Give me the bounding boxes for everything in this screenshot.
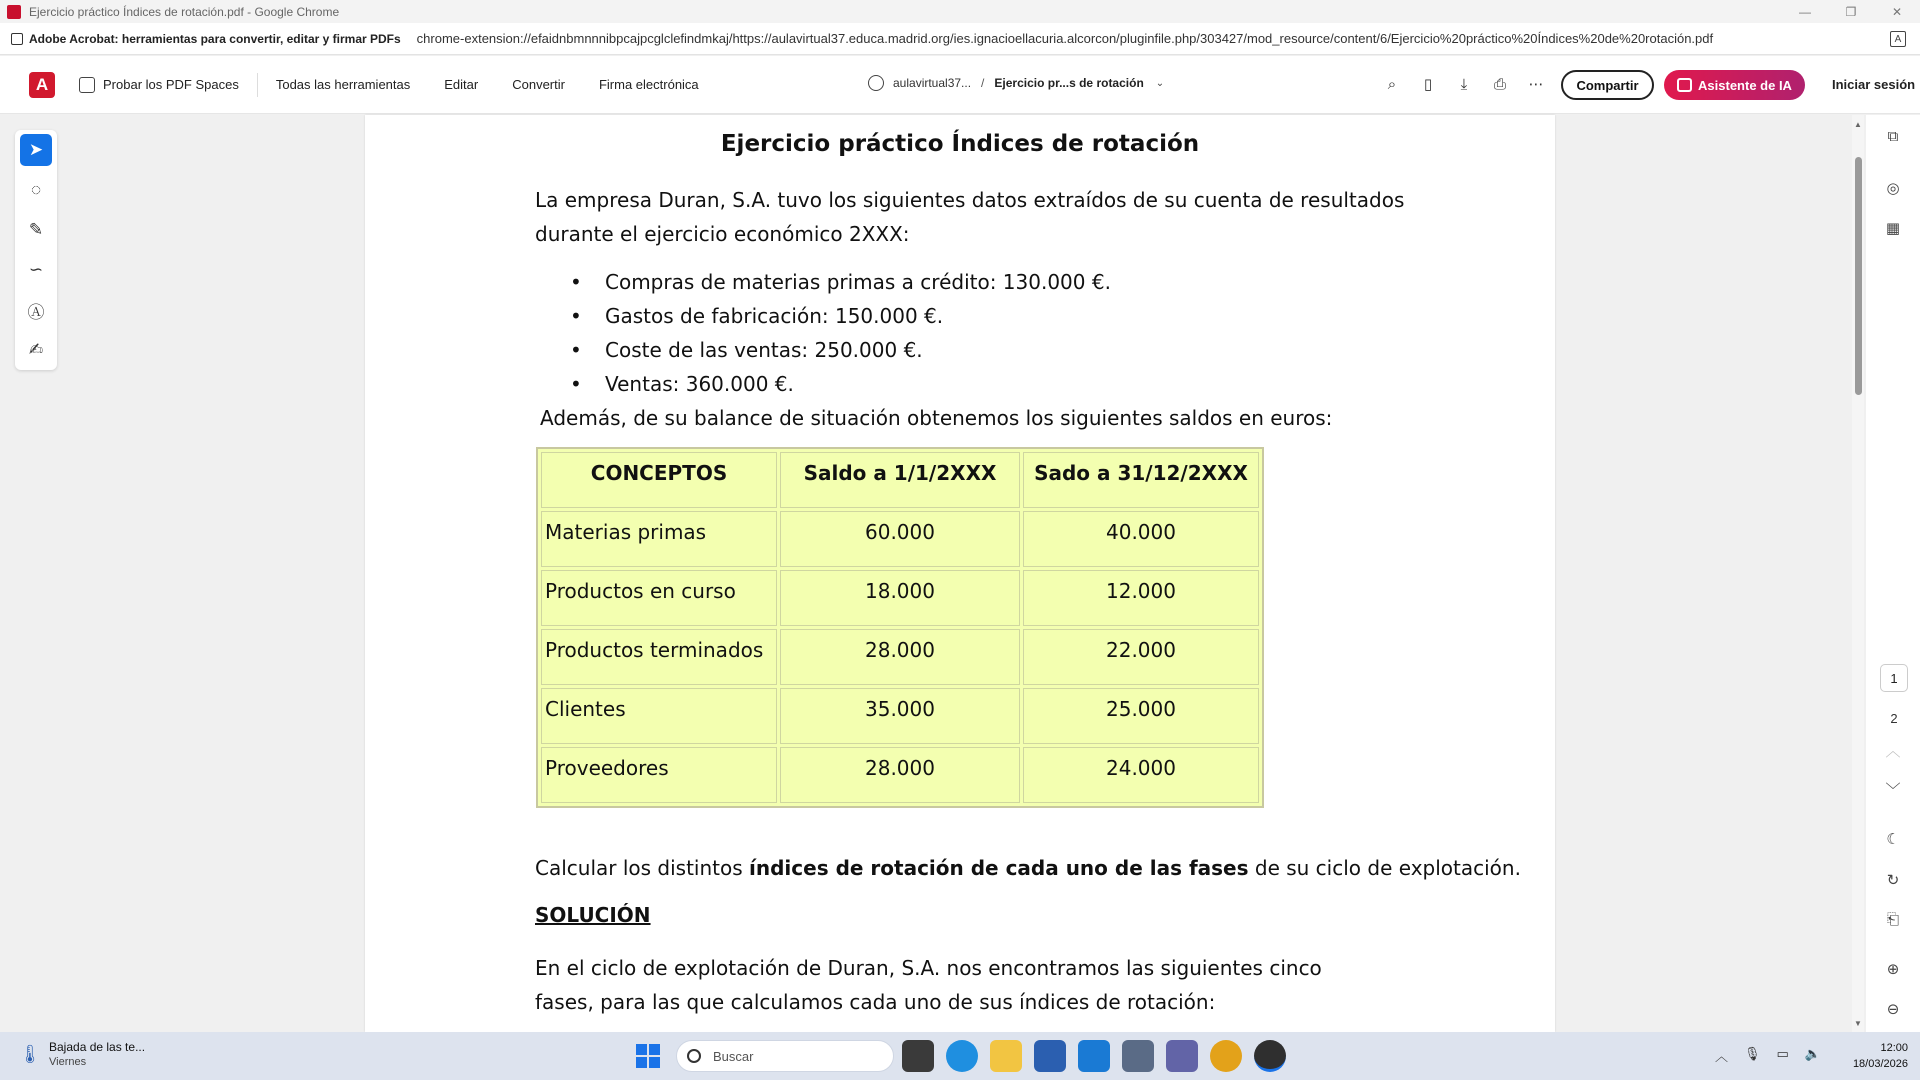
globe-icon <box>868 75 884 91</box>
table-cell: 28.000 <box>780 629 1020 685</box>
table-row <box>541 629 1259 685</box>
ai-assistant-icon <box>1677 78 1692 92</box>
chevron-up-icon[interactable]: ︿ <box>1885 742 1901 760</box>
table-cell: Proveedores <box>541 747 777 803</box>
clock-time: 12:00 <box>1880 1042 1908 1054</box>
table-cell: Productos terminados <box>541 629 777 685</box>
print-icon[interactable]: ⎙ <box>1493 75 1506 93</box>
search-placeholder: Buscar <box>713 1048 754 1064</box>
teams-icon[interactable] <box>1166 1040 1198 1072</box>
calc-text-pre: Calcular los distintos <box>535 856 750 880</box>
chrome-active-window-icon[interactable] <box>1254 1040 1286 1072</box>
sign-icon[interactable]: ✍ <box>28 340 44 359</box>
intro-paragraph: La empresa Duran, S.A. tuvo los siguientes datos extraídos de su cuenta de resultados durante el ejercicio económico 2XXX: <box>535 188 1405 246</box>
volume-icon[interactable]: 🔈 <box>1804 1046 1822 1061</box>
window-controls <box>1782 0 1920 23</box>
menu-edit[interactable]: Editar <box>444 77 479 92</box>
pdf-spaces-label: Probar los PDF Spaces <box>103 77 239 92</box>
ai-assistant-button[interactable] <box>1664 70 1805 100</box>
table-row <box>541 747 1259 803</box>
chrome-icon[interactable] <box>1210 1040 1242 1072</box>
menu-convert[interactable]: Convertir <box>512 77 565 92</box>
select-cursor-icon[interactable]: ➤ <box>20 134 52 166</box>
toolbar-menu <box>276 77 733 92</box>
page-number-next[interactable]: 2 <box>1890 711 1898 726</box>
table-row <box>541 688 1259 744</box>
table-header: Sado a 31/12/2XXX <box>1023 452 1259 508</box>
clock-date: 18/03/2026 <box>1852 1058 1908 1070</box>
right-side-rail <box>1866 115 1920 1032</box>
table-cell: 18.000 <box>780 570 1020 626</box>
document-title: Ejercicio práctico Índices de rotación <box>720 131 1200 157</box>
table-cell: Materias primas <box>541 511 777 567</box>
file-explorer-icon[interactable] <box>990 1040 1022 1072</box>
share-button[interactable]: Compartir <box>1561 70 1654 100</box>
table-row <box>541 511 1259 567</box>
toolbar-tools <box>1374 72 1554 96</box>
scroll-down-icon[interactable]: ▼ <box>1854 1018 1862 1028</box>
breadcrumb <box>868 75 1164 91</box>
outlook-icon[interactable] <box>1078 1040 1110 1072</box>
calculator-icon[interactable] <box>1122 1040 1154 1072</box>
breadcrumb-separator: / <box>981 76 985 90</box>
search-icon <box>687 1049 701 1063</box>
balance-intro: Además, de su balance de situación obtenemos los siguientes saldos en euros: <box>540 406 1333 430</box>
microphone-icon[interactable]: 🎙 <box>1744 1046 1761 1061</box>
search-icon[interactable]: ⌕ <box>1387 75 1397 93</box>
scrollbar-thumb[interactable] <box>1855 157 1862 395</box>
list-item: • Gastos de fabricación: 150.000 €. <box>570 299 1111 333</box>
breadcrumb-site[interactable]: aulavirtual37... <box>893 76 972 90</box>
sparkle-icon <box>79 77 95 93</box>
taskbar-clock[interactable] <box>1850 1040 1908 1072</box>
list-item: • Coste de las ventas: 250.000 €. <box>570 333 1111 367</box>
table-cell: Productos en curso <box>541 570 777 626</box>
zoom-out-icon[interactable]: ⊖ <box>1886 1001 1900 1018</box>
extension-name: Adobe Acrobat: herramientas para convertir, editar y firmar PDFs <box>29 31 401 46</box>
page-properties-icon[interactable]: ⎗ <box>1886 910 1899 928</box>
menu-all-tools[interactable]: Todas las herramientas <box>275 77 411 92</box>
task-view-icon[interactable] <box>902 1040 934 1072</box>
system-tray <box>1715 1046 1821 1065</box>
page-view-icon[interactable]: ▯ <box>1423 76 1433 93</box>
pdf-app-icon <box>7 5 21 19</box>
breadcrumb-document[interactable]: Ejercicio pr...s de rotación <box>994 76 1144 90</box>
network-icon[interactable]: ▭ <box>1776 1046 1789 1061</box>
window-title: Ejercicio práctico Índices de rotación.pdf - Google Chrome <box>29 4 340 19</box>
table-cell: 22.000 <box>1023 629 1259 685</box>
taskbar-search[interactable] <box>676 1040 894 1072</box>
table-header: CONCEPTOS <box>541 452 777 508</box>
thermometer-icon: 🌡 <box>18 1043 42 1064</box>
ai-assistant-label: Asistente de IA <box>1698 77 1792 93</box>
table-row <box>541 570 1259 626</box>
vertical-scrollbar[interactable] <box>1852 115 1864 1032</box>
restore-icon[interactable]: ❐ <box>1845 4 1857 19</box>
start-button-icon[interactable] <box>636 1044 660 1068</box>
address-bar <box>0 23 1920 55</box>
acrobat-logo-icon[interactable]: A <box>29 72 55 98</box>
store-icon[interactable] <box>1034 1040 1066 1072</box>
edge-browser-icon[interactable] <box>946 1040 978 1072</box>
weather-widget[interactable] <box>20 1040 145 1068</box>
table-cell: 40.000 <box>1023 511 1259 567</box>
chevron-down-icon[interactable]: ⌄ <box>1155 77 1165 89</box>
translate-icon[interactable]: A <box>1890 31 1906 47</box>
table-cell: 12.000 <box>1023 570 1259 626</box>
sign-in-link[interactable]: Iniciar sesión <box>1832 77 1916 92</box>
calc-text-bold: índices de rotación de cada uno de las fases <box>749 856 1249 880</box>
list-item: • Ventas: 360.000 €. <box>570 367 1111 401</box>
pdf-page <box>365 115 1555 1032</box>
table-cell: 35.000 <box>780 688 1020 744</box>
more-options-icon[interactable]: ⋯ <box>1528 76 1544 93</box>
acrobat-toolbar <box>0 56 1920 114</box>
weather-line-1: Bajada de las te... <box>49 1040 146 1054</box>
table-cell: 60.000 <box>780 511 1020 567</box>
zoom-in-icon[interactable]: ⊕ <box>1886 961 1900 978</box>
thumbnails-grid-icon[interactable]: ▦ <box>1885 220 1901 237</box>
table-cell: Clientes <box>541 688 777 744</box>
document-viewer <box>0 115 1920 1032</box>
highlight-pen-icon[interactable]: ✎ <box>28 220 44 239</box>
windows-taskbar <box>0 1032 1920 1080</box>
pdf-spaces-button[interactable] <box>79 77 239 93</box>
comment-icon[interactable]: ◌ <box>30 180 42 199</box>
table-header: Saldo a 1/1/2XXX <box>780 452 1020 508</box>
extension-icon <box>11 33 23 45</box>
download-icon[interactable]: ⤓ <box>1460 75 1468 93</box>
ai-summary-icon[interactable]: ⧉ <box>1887 127 1899 145</box>
menu-e-sign[interactable]: Firma electrónica <box>598 77 699 92</box>
calc-text-post: de su ciclo de explotación. <box>1248 856 1521 880</box>
solution-paragraph: En el ciclo de explotación de Duran, S.A. nos encontramos las siguientes cinco fases, para las que calculamos cada uno de sus índices de rotación: <box>535 956 1322 1014</box>
draw-freehand-icon[interactable]: ∽ <box>28 260 44 279</box>
comments-panel-icon[interactable]: ◎ <box>1886 180 1900 197</box>
balance-table <box>536 447 1264 808</box>
table-cell: 28.000 <box>780 747 1020 803</box>
scroll-up-icon[interactable]: ▲ <box>1854 119 1862 129</box>
chevron-down-icon[interactable]: ﹀ <box>1885 781 1901 799</box>
minimize-icon[interactable]: — <box>1799 4 1811 19</box>
weather-text <box>49 1040 145 1068</box>
text-box-icon[interactable]: Ⓐ <box>27 302 45 322</box>
weather-line-2: Viernes <box>49 1056 87 1068</box>
toolbar-divider <box>257 73 258 97</box>
solution-heading: SOLUCIÓN <box>535 903 651 927</box>
table-header-row <box>541 452 1259 508</box>
chevron-up-icon[interactable]: ︿ <box>1715 1049 1729 1064</box>
list-item: • Compras de materias primas a crédito: 130.000 €. <box>570 265 1111 299</box>
page-number-current[interactable]: 1 <box>1880 664 1908 692</box>
table-cell: 24.000 <box>1023 747 1259 803</box>
close-icon[interactable]: ✕ <box>1891 4 1903 19</box>
window-titlebar <box>0 0 1920 23</box>
calc-instruction <box>535 851 1535 885</box>
table-cell: 25.000 <box>1023 688 1259 744</box>
taskbar-apps <box>902 1040 1298 1072</box>
data-bullet-list <box>570 265 1111 401</box>
rotate-icon[interactable]: ↻ <box>1886 872 1900 889</box>
url-field[interactable]: chrome-extension://efaidnbmnnnibpcajpcglclefindmkaj/https://aulavirtual37.educa.madrid.org/ies.ignacioellacuria.alcorcon/pluginfile.php/303427/mod_resource/content/6/Ejercicio%20práctico%20Índices%20de%20rotación.pdf <box>416 31 1714 46</box>
dark-mode-icon[interactable]: ☾ <box>1886 831 1900 848</box>
